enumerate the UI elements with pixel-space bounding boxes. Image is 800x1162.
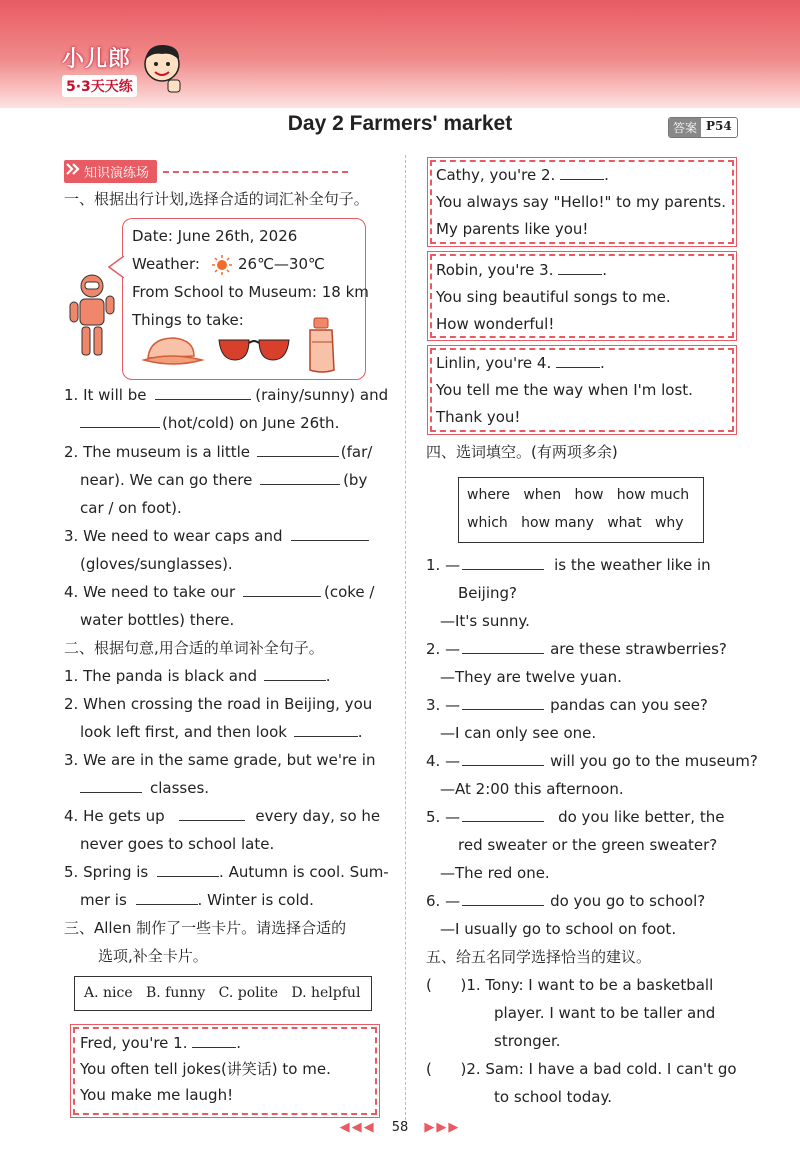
card1-text: Fred, you're 1.: [80, 1034, 188, 1052]
p1-q3-text-a: 3. We need to wear caps and: [64, 527, 283, 545]
logo-title: 小儿郎: [62, 47, 132, 72]
p1-q2-line3: car / on foot).: [80, 499, 182, 517]
p2-q5-line2: [80, 889, 314, 911]
robot-icon: [66, 272, 118, 362]
p1-q1-line2: [80, 412, 339, 434]
p1-q1-text-c: (hot/cold) on June 26th.: [162, 414, 340, 432]
p2-q5-line1: [64, 861, 389, 883]
part1-heading: 一、根据出行计划,选择合适的词汇补全句子。: [64, 190, 369, 208]
p4-q4-text-a: 4. —: [426, 752, 461, 770]
card1-line3: You make me laugh!: [80, 1086, 234, 1104]
p1-q1-line1: [64, 384, 388, 406]
card4-line1: Linlin, you're 4. .: [436, 354, 605, 372]
p2-q4-line1: [64, 805, 380, 827]
p4-q5-line1: [426, 806, 724, 828]
speech-pointer-icon: [108, 256, 124, 278]
page-title: Day 2 Farmers' market: [287, 112, 513, 135]
answer-blank[interactable]: [556, 353, 600, 368]
card2-line3: My parents like you!: [436, 220, 589, 238]
p2-q3-text-b: classes.: [150, 779, 210, 797]
answer-blank[interactable]: [260, 470, 340, 485]
card1-line1: Fred, you're 1. .: [80, 1034, 242, 1052]
p5-q2-line2: to school today.: [494, 1088, 612, 1106]
answer-label: 答案: [669, 118, 701, 137]
column-divider: [405, 155, 406, 1120]
word-bank-row2: which how many what why: [467, 515, 684, 531]
p1-q2-line2: [80, 469, 367, 491]
plan-weather-temp: 26℃—30℃: [238, 255, 325, 273]
p4-q6-text-a: 6. —: [426, 892, 461, 910]
answer-blank[interactable]: [80, 413, 160, 428]
p5-q1-line1: ( )1. Tony: I want to be a basketball: [426, 976, 714, 994]
p4-q5-line3: —The red one.: [440, 864, 550, 882]
p4-q5-text-b: do you like better, the: [558, 808, 725, 826]
p4-q1-line3: —It's sunny.: [440, 612, 530, 630]
answer-blank[interactable]: [560, 165, 604, 180]
p1-q4-text-b: (coke /: [323, 583, 375, 601]
p4-q2-text-b: are these strawberries?: [550, 640, 727, 658]
p1-q1-text-a: 1. It will be: [64, 386, 147, 404]
p2-q4-text-b: every day, so he: [255, 807, 381, 825]
card4-line3: Thank you!: [436, 408, 521, 426]
answer-blank[interactable]: [257, 442, 339, 457]
plan-things: Things to take:: [132, 311, 244, 329]
p4-q6-line1: [426, 890, 705, 912]
word-bank-row1: where when how how much: [467, 487, 690, 503]
p2-q4-line2: never goes to school late.: [80, 835, 275, 853]
p1-q4-line1: [64, 581, 374, 603]
answer-blank[interactable]: [192, 1033, 236, 1048]
answer-page: P54: [706, 119, 732, 133]
p2-q4-text-a: 4. He gets up: [64, 807, 165, 825]
p4-q3-line2: —I can only see one.: [440, 724, 597, 742]
card2-line2: You always say "Hello!" to my parents.: [436, 193, 726, 211]
p4-q6-text-b: do you go to school?: [550, 892, 706, 910]
p2-q5-text-d: . Winter is cold.: [197, 891, 314, 909]
page-number: 58: [391, 1120, 409, 1135]
brand-logo: [62, 42, 137, 97]
p2-q5-text-c: mer is: [80, 891, 127, 909]
p4-q1-text-b: is the weather like in: [554, 556, 711, 574]
card4-text: Linlin, you're 4.: [436, 354, 552, 372]
card1-line2: You often tell jokes(讲笑话) to me.: [80, 1060, 331, 1078]
section-tag-dash: [163, 171, 348, 173]
mascot-boy-icon: [138, 40, 188, 96]
answer-blank[interactable]: [291, 526, 369, 541]
part3-heading-line1: 三、Allen 制作了一些卡片。请选择合适的: [64, 919, 347, 937]
p4-q1-line1: [426, 554, 711, 576]
p2-q2-line1: 2. When crossing the road in Beijing, you: [64, 695, 373, 713]
card3-text: Robin, you're 3.: [436, 261, 554, 279]
answer-blank[interactable]: [462, 695, 544, 710]
part4-heading: 四、选词填空。(有两项多余): [426, 443, 618, 461]
page-footer: [0, 1120, 800, 1135]
p2-q1-text: 1. The panda is black and: [64, 667, 258, 685]
p2-q3-line2: [80, 777, 209, 799]
answer-blank[interactable]: [462, 751, 544, 766]
answer-blank[interactable]: [155, 385, 251, 400]
card2-text: Cathy, you're 2.: [436, 166, 556, 184]
card4-line2: You tell me the way when I'm lost.: [436, 381, 693, 399]
answer-blank[interactable]: [243, 582, 321, 597]
p1-q2-line1: [64, 441, 372, 463]
section-tag: [64, 160, 348, 183]
p4-q4-line2: —At 2:00 this afternoon.: [440, 780, 624, 798]
p2-q2-line2: look left first, and then look .: [80, 723, 363, 741]
p4-q2-line2: —They are twelve yuan.: [440, 668, 622, 686]
answer-blank[interactable]: [264, 666, 326, 681]
footer-right-arrows-icon: ▶▶▶: [424, 1120, 461, 1135]
p4-q5-line2: red sweater or the green sweater?: [458, 836, 718, 854]
answer-blank[interactable]: [294, 722, 358, 737]
answer-blank[interactable]: [462, 891, 544, 906]
p1-q2-text-a: 2. The museum is a little: [64, 443, 250, 461]
section-tag-label: 知识演练场: [64, 160, 157, 183]
p2-q3-line1: 3. We are in the same grade, but we're in: [64, 751, 376, 769]
logo-subtitle: 5·3天天练: [62, 75, 137, 97]
part2-heading: 二、根据句意,用合适的单词补全句子。: [64, 639, 324, 657]
p4-q3-text-a: 3. —: [426, 696, 461, 714]
water-bottle-icon: [304, 316, 340, 374]
p1-q2-text-b: (far/: [340, 443, 373, 461]
answer-blank[interactable]: [80, 778, 142, 793]
p2-q1: 1. The panda is black and .: [64, 667, 331, 685]
p2-q5-text-b: . Autumn is cool. Sum-: [219, 863, 389, 881]
p5-q1-line3: stronger.: [494, 1032, 561, 1050]
answer-blank[interactable]: [462, 555, 544, 570]
p4-q2-line1: [426, 638, 727, 660]
p1-q2-text-d: (by: [343, 471, 368, 489]
footer-left-arrows-icon: ◀◀◀: [339, 1120, 376, 1135]
sunglasses-icon: [215, 332, 293, 366]
plan-date: Date: June 26th, 2026: [132, 227, 298, 245]
p2-q5-text-a: 5. Spring is: [64, 863, 149, 881]
card3-line1: Robin, you're 3. .: [436, 261, 608, 279]
p1-q1-text-b: (rainy/sunny) and: [255, 386, 389, 404]
p5-q1-line2: player. I want to be taller and: [494, 1004, 716, 1022]
p4-q4-line1: [426, 750, 758, 772]
p1-q2-text-c: near). We can go there: [80, 471, 253, 489]
answer-blank[interactable]: [462, 639, 544, 654]
part5-heading: 五、给五名同学选择恰当的建议。: [426, 948, 652, 966]
answer-blank[interactable]: [136, 890, 198, 905]
p4-q1-line2: Beijing?: [458, 584, 518, 602]
p2-q2-text-b: look left first, and then look: [80, 723, 287, 741]
answer-reference-badge: [668, 117, 738, 138]
p1-q4-line2: water bottles) there.: [80, 611, 235, 629]
part3-heading-line2: 选项,补全卡片。: [98, 947, 208, 965]
p1-q3-line2: (gloves/sunglasses).: [80, 555, 233, 573]
p4-q4-text-b: will you go to the museum?: [550, 752, 758, 770]
card3-line3: How wonderful!: [436, 315, 555, 333]
option-list: A. nice B. funny C. polite D. helpful: [84, 985, 361, 1001]
p4-q3-text-b: pandas can you see?: [550, 696, 708, 714]
card2-line1: Cathy, you're 2. .: [436, 166, 609, 184]
cap-icon: [140, 330, 206, 370]
p4-q1-text-a: 1. —: [426, 556, 461, 574]
p1-q3-line1: [64, 525, 369, 547]
sun-icon: [211, 254, 233, 276]
p4-q6-line2: —I usually go to school on foot.: [440, 920, 677, 938]
p4-q5-text-a: 5. —: [426, 808, 461, 826]
plan-weather-label: Weather:: [132, 255, 200, 273]
plan-route: From School to Museum: 18 km: [132, 283, 369, 301]
p4-q3-line1: [426, 694, 708, 716]
p4-q2-text-a: 2. —: [426, 640, 461, 658]
p1-q4-text-a: 4. We need to take our: [64, 583, 236, 601]
card3-line2: You sing beautiful songs to me.: [436, 288, 671, 306]
answer-blank[interactable]: [179, 806, 245, 821]
answer-blank[interactable]: [157, 862, 219, 877]
answer-blank[interactable]: [462, 807, 544, 822]
double-chevron-icon: [66, 162, 80, 176]
p5-q2-line1: ( )2. Sam: I have a bad cold. I can't go: [426, 1060, 737, 1078]
answer-blank[interactable]: [558, 260, 602, 275]
